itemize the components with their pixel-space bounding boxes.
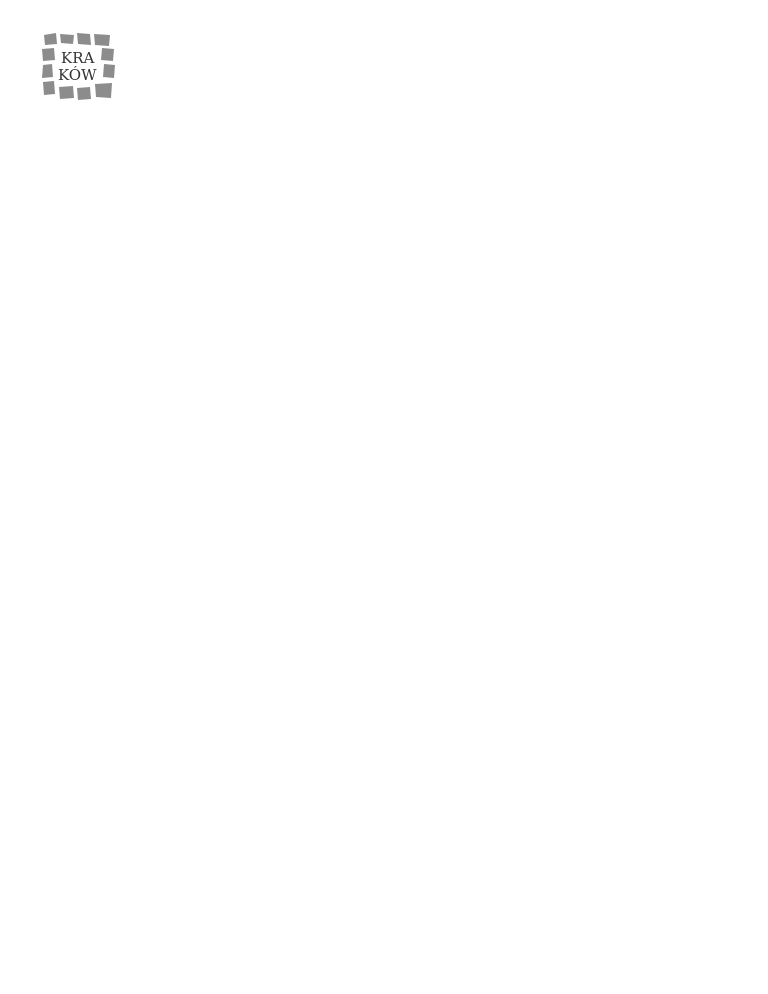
krakow-logo-mark (40, 32, 118, 106)
logo-word-bottom: KÓW (58, 66, 97, 84)
logo-word-top: KRA (61, 49, 95, 67)
document-body (131, 133, 736, 166)
krakow-logo (40, 32, 118, 122)
